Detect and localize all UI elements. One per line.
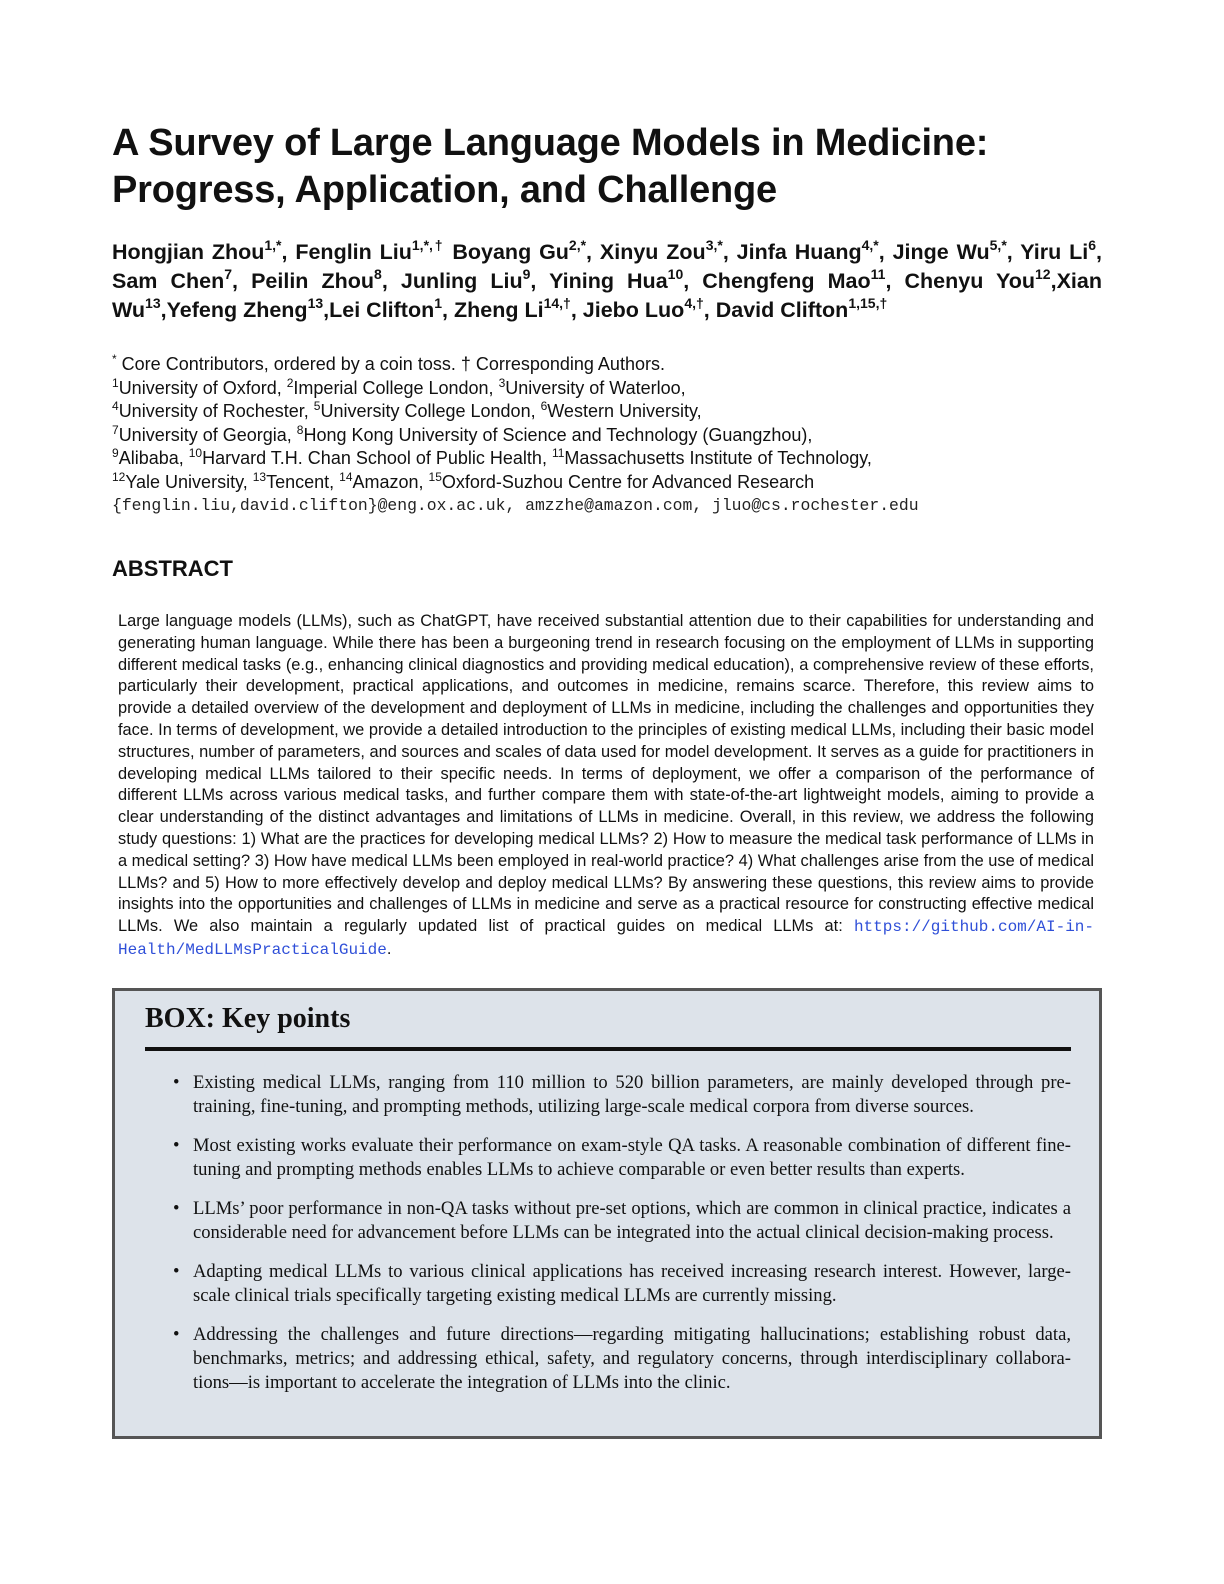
affiliation-name: Yale University, <box>125 471 253 492</box>
author-separator: , <box>703 298 716 322</box>
key-point-text: Most existing works evaluate their performance on exam-style QA tasks. A reasonable combination of different fine-tuning and prompting methods enables LLMs to achieve comparable or even better results than experts. <box>193 1135 1071 1180</box>
affiliation-line <box>112 447 1102 471</box>
affiliation-number: 3 <box>498 375 506 390</box>
abstract-heading: ABSTRACT <box>112 556 233 581</box>
author-affiliation-mark: 3,* <box>705 237 723 253</box>
author-separator: , <box>232 269 252 293</box>
author-entry <box>549 266 703 293</box>
author-name: David Clifton <box>715 298 849 322</box>
affiliation-name: University College London, <box>320 401 541 421</box>
author-entry <box>454 295 583 322</box>
author-affiliation-mark: 4,* <box>861 237 879 253</box>
affiliation-name: Amazon, <box>352 471 429 492</box>
author-entry <box>715 295 888 322</box>
author-affiliation-mark: 13 <box>145 295 161 311</box>
affiliation-name: Oxford-Suzhou Centre for Advanced Research <box>441 471 815 492</box>
author-entry <box>892 237 1021 264</box>
author-affiliation-mark: 5,* <box>989 237 1007 253</box>
abstract-text: Large language models (LLMs), such as ChatGPT, have received substantial attention due to their capabilities for understanding and generating human language. While there has been a burgeoning trend in research focusing on the employment of LLMs in supporting different medical tasks (e.g., enhancing clinical diagnostics and providing medical education), a comprehensive review of these efforts, particularly their development, practical applications, and outcomes in medicine, remains scarce. Therefore, this review aims to provide a detailed overview of the development and deployment of LLMs in medicine, including the challenges and opportunities they face. In terms of development, we provide a detailed introduction to the principles of existing medical LLMs, including their basic model structures, number of parameters, and sources and scales of data used for model development. It serves as a guide for practitioners in developing medical LLMs tailored to their specific needs. In terms of deployment, we offer a comparison of the performance of different LLMs across various medical tasks, and further compare them with state-of-the-art lightweight models, aiming to provide a clear understanding of the distinct advantages and limitations of LLMs in medicine. Overall, in this review, we address the following study questions: 1) What are the practices for developing medical LLMs? 2) How to measure the medical task performance of LLMs in a medical setting? 3) How have medical LLMs been employed in real-world practice? 4) What challenges arise from the use of medical LLMs? and 5) How to more effectively develop and deploy medical LLMs? By answering these questions, this review aims to provide insights into the opportunities and challenges of LLMs in medicine and serve as a practical resource for constructing effective medical LLMs. We also maintain a regularly updated list of practical guides on medical LLMs at: <box>118 612 1094 936</box>
affiliation-number: 6 <box>540 399 548 413</box>
key-point-item <box>173 1134 1071 1182</box>
author-affiliation-mark: 14,† <box>543 295 571 311</box>
affiliation-name: Tencent, <box>266 471 340 492</box>
author-name: Hongjian Zhou <box>112 240 265 264</box>
author-name: Sam Chen <box>112 269 225 293</box>
author-affiliation-mark: 1,15,† <box>848 295 888 311</box>
affiliation-number: 1 <box>112 375 119 390</box>
affiliation-line <box>112 400 1102 424</box>
affiliation-name: University of Oxford, <box>118 377 287 398</box>
contributors-note <box>112 353 1102 377</box>
author-affiliation-mark: 2,* <box>568 237 587 253</box>
author-affiliation-mark: 1,* <box>264 237 282 253</box>
affiliation-number: 8 <box>296 422 304 437</box>
affiliation-number: 4 <box>112 399 119 413</box>
key-points-box <box>112 988 1102 1439</box>
key-points-list <box>173 1071 1071 1410</box>
affiliation-name: University of Waterloo, <box>505 377 686 398</box>
affiliation-name: Massachusetts Institute of Technology, <box>564 448 872 468</box>
author-affiliation-mark: 4,† <box>684 295 704 311</box>
author-affiliation-mark: 12 <box>1035 266 1051 282</box>
author-entry <box>251 266 401 293</box>
author-name: Jinfa Huang <box>736 240 862 264</box>
author-entry <box>295 237 452 264</box>
title-line-2: Progress, Application, and Challenge <box>112 169 777 211</box>
key-point-text: LLMs’ poor performance in non-QA tasks without pre-set options, which are common in clinical practice, indicates a considerable need for advancement before LLMs can be integrated into the actual clinical decision-making process. <box>193 1198 1071 1243</box>
author-affiliation-mark: 6 <box>1088 237 1097 253</box>
author-affiliation-mark: 1,*,† <box>411 237 445 253</box>
affiliation-line <box>112 424 1102 448</box>
author-separator: , <box>878 240 893 264</box>
affiliation-name: Harvard T.H. Chan School of Public Health, <box>202 448 552 468</box>
bullet-icon: • <box>173 1072 180 1093</box>
author-affiliation-mark: 8 <box>374 266 382 282</box>
key-point-text: Addressing the challenges and future directions—regarding mitigating hallucinations; establishing robust data, benchmarks, metrics; and addressing ethical, safety, and regulatory concerns, through interdisciplinary collabora-tions—is important to accelerate the integration of LLMs into the clinic. <box>193 1324 1071 1393</box>
author-name: Jinge Wu <box>892 240 990 264</box>
affiliation-number: 13 <box>252 469 267 484</box>
contributors-note-text: Core Contributors, ordered by a coin toss. † Corresponding Authors. <box>116 354 665 374</box>
author-entry <box>1020 237 1102 264</box>
affiliation-name: Hong Kong University of Science and Technology (Guangzhou), <box>303 424 813 445</box>
author-separator: , <box>1006 240 1021 264</box>
affiliation-line <box>112 377 1102 401</box>
affiliation-number: 7 <box>112 422 119 437</box>
github-link[interactable]: https://github.com/AI-in-Health/MedLLMsPracticalGuide <box>118 918 1094 959</box>
author-separator: , <box>885 269 905 293</box>
key-point-item <box>173 1260 1071 1308</box>
author-entry <box>112 266 252 293</box>
paper-title <box>112 120 1102 214</box>
author-name: Xinyu Zou <box>599 240 706 264</box>
affiliation-number: 11 <box>551 446 565 460</box>
bullet-icon: • <box>173 1135 180 1156</box>
key-point-text: Adapting medical LLMs to various clinical applications has received increasing research interest. However, large-scale clinical trials specifically targeting existing medical LLMs are currently missing. <box>193 1261 1071 1306</box>
author-affiliation-mark: 9 <box>522 266 531 282</box>
author-affiliation-mark: 7 <box>224 266 233 282</box>
author-separator: , <box>281 240 296 264</box>
bullet-icon: • <box>173 1261 180 1282</box>
author-name: Junling Liu <box>400 269 523 293</box>
author-entry <box>452 237 600 264</box>
author-separator: , <box>683 269 703 293</box>
abstract-link-tail: . <box>386 939 392 958</box>
author-name: Chenyu You <box>904 269 1036 293</box>
affiliation-number: 10 <box>188 446 203 460</box>
author-name: Xian Wu <box>112 269 1102 322</box>
author-affiliation-mark: 13 <box>307 295 324 311</box>
author-list <box>112 238 1102 325</box>
key-points-divider <box>145 1047 1071 1051</box>
author-separator: , <box>530 269 550 293</box>
author-name: Fenglin Liu <box>295 240 412 264</box>
affiliations <box>112 353 1102 518</box>
author-entry <box>166 295 330 322</box>
affiliation-lines <box>112 377 1102 495</box>
author-separator: , <box>381 269 401 293</box>
affiliation-name: Alibaba, <box>118 448 189 468</box>
bullet-icon: • <box>173 1324 180 1345</box>
key-point-item <box>173 1197 1071 1245</box>
affiliation-number: 9 <box>112 446 119 460</box>
paper-page <box>112 120 1102 962</box>
author-separator: , <box>160 298 167 322</box>
author-separator: , <box>442 298 454 322</box>
author-separator: , <box>1096 240 1102 264</box>
key-point-text: Existing medical LLMs, ranging from 110 million to 520 billion parameters, are mainly developed through pre-training, fine-tuning, and prompting methods, utilizing large-scale medical corpora from diverse sources. <box>193 1072 1071 1117</box>
author-affiliation-mark: 1 <box>434 295 443 311</box>
author-name: Boyang Gu <box>452 240 569 264</box>
author-entry <box>329 295 454 322</box>
author-name: Yiru Li <box>1020 240 1089 264</box>
author-emails: {fenglin.liu,david.clifton}@eng.ox.ac.uk, amzzhe@amazon.com, jluo@cs.rochester.edu <box>112 496 919 515</box>
affiliation-number: 12 <box>112 469 126 484</box>
author-entry <box>582 295 716 322</box>
author-name: Peilin Zhou <box>251 269 375 293</box>
affiliation-number: 2 <box>286 375 294 390</box>
author-separator: , <box>586 240 600 264</box>
author-name: Lei Clifton <box>329 298 435 322</box>
author-name: Yefeng Zheng <box>166 298 308 322</box>
author-affiliation-mark: 11 <box>870 266 886 282</box>
affiliation-name: Western University, <box>547 401 702 421</box>
author-entry <box>400 266 550 293</box>
author-separator: , <box>722 240 737 264</box>
affiliation-line <box>112 471 1102 495</box>
author-name: Yining Hua <box>549 269 668 293</box>
author-separator: , <box>1050 269 1057 293</box>
affiliation-number: 14 <box>339 469 353 484</box>
author-separator: , <box>570 298 583 322</box>
author-entry <box>702 266 905 293</box>
bullet-icon: • <box>173 1198 180 1219</box>
affiliation-number: 5 <box>313 399 321 413</box>
author-name: Chengfeng Mao <box>702 269 871 293</box>
affiliation-name: University of Georgia, <box>118 424 297 445</box>
affiliation-number: 15 <box>428 469 442 484</box>
author-entry <box>904 266 1057 293</box>
key-points-title: BOX: Key points <box>145 1003 351 1034</box>
author-entry <box>599 237 737 264</box>
affiliation-name: University of Rochester, <box>118 401 314 421</box>
author-separator: , <box>323 298 330 322</box>
author-entry <box>112 237 296 264</box>
key-point-item <box>173 1071 1071 1119</box>
author-entry <box>736 237 893 264</box>
author-affiliation-mark: 10 <box>667 266 684 282</box>
contributors-note-mark: * <box>112 352 117 366</box>
title-line-1: A Survey of Large Language Models in Medicine: <box>112 122 989 164</box>
author-name: Jiebo Luo <box>582 298 685 322</box>
abstract-body <box>118 611 1094 962</box>
key-point-item <box>173 1323 1071 1395</box>
affiliation-name: Imperial College London, <box>293 377 499 398</box>
author-name: Zheng Li <box>454 298 544 322</box>
